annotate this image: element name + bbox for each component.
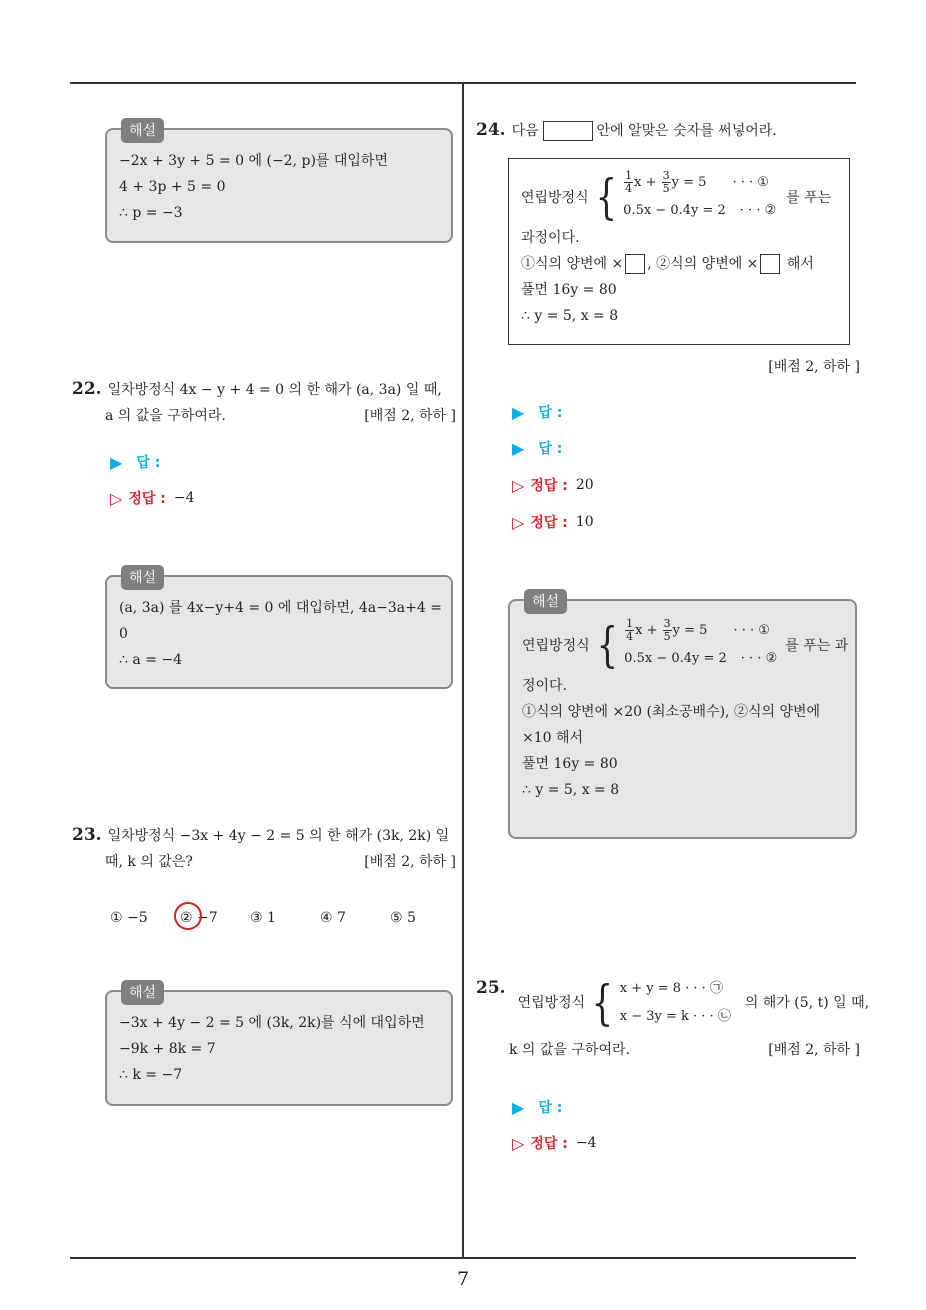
answer-label: 답 : xyxy=(538,405,563,421)
answer-label: 답 : xyxy=(538,1100,563,1116)
answer-key-row xyxy=(110,488,194,508)
outline-arrow-icon: ▷ xyxy=(512,1133,525,1153)
frac-den: 5 xyxy=(662,182,670,195)
frac-den: 4 xyxy=(625,182,633,195)
q22-question xyxy=(72,376,456,429)
solution-line: (a, 3a) 를 4x−y+4 = 0 에 대입하면, 4a−3a+4 = xyxy=(119,600,442,616)
q25-question xyxy=(476,975,870,1063)
choice-1[interactable] xyxy=(110,910,180,926)
question-number: 23. xyxy=(72,825,102,845)
play-arrow-icon: ▶ xyxy=(512,438,525,458)
choice-2[interactable] xyxy=(180,910,250,926)
equation-1 xyxy=(624,617,777,645)
answer-label: 답 : xyxy=(538,441,563,457)
choice-4[interactable] xyxy=(320,910,390,926)
frac-num: 3 xyxy=(662,169,670,182)
solution-line: ∴ k = −7 xyxy=(119,1067,183,1083)
question-text: 때, k 의 값은? xyxy=(105,854,193,870)
bottom-rule xyxy=(70,1257,856,1259)
answer-key-row xyxy=(512,512,594,532)
left-brace: { xyxy=(596,617,618,673)
eq-text: y = 5 xyxy=(671,175,707,190)
question-text: 일차방정식 4x − y + 4 = 0 의 한 해가 (a, 3a) 일 때, xyxy=(107,382,442,398)
equation-2: x − 3y = k · · · ㉡ xyxy=(619,1009,731,1024)
choice-value: 7 xyxy=(337,910,346,926)
equation-1: x + y = 8 · · · ㉠ xyxy=(619,981,723,996)
left-brace: { xyxy=(591,975,614,1031)
frac-num: 1 xyxy=(625,169,633,182)
solution-line: −3x + 4y − 2 = 5 에 (3k, 2k)를 식에 대입하면 xyxy=(119,1015,425,1031)
choice-value: −5 xyxy=(127,910,148,926)
question-text: a 의 값을 구하여라. xyxy=(105,408,226,424)
answer-key-row xyxy=(512,475,594,495)
equation-2 xyxy=(623,197,776,225)
play-arrow-icon: ▶ xyxy=(110,452,123,472)
frame-line xyxy=(521,251,837,277)
equation-system xyxy=(521,169,837,225)
score-meta: [배점 2, 하하 ] xyxy=(768,359,860,375)
frac-num: 3 xyxy=(663,617,671,630)
choice-value: 1 xyxy=(267,910,276,926)
q24-question xyxy=(476,117,856,144)
question-text: 다음 xyxy=(511,123,539,139)
answer-row[interactable] xyxy=(512,1097,562,1117)
equation-system xyxy=(522,617,849,673)
choice-mark: ④ xyxy=(320,910,333,926)
choice-mark: ③ xyxy=(250,910,263,926)
eq-text: 0.5x − 0.4y = 2 xyxy=(624,651,727,666)
score-meta: [배점 2, 하하 ] xyxy=(364,408,456,424)
solution-tag: 해설 xyxy=(121,980,164,1005)
q24-solution-box xyxy=(508,594,857,839)
choice-mark: ⑤ xyxy=(390,910,403,926)
answer-key-label: 정답 : xyxy=(530,515,568,531)
choice-value: 5 xyxy=(407,910,416,926)
answer-key-label: 정답 : xyxy=(128,491,166,507)
frac-den: 5 xyxy=(663,630,671,643)
frame-line: ∴ y = 5, x = 8 xyxy=(521,308,619,324)
answer-key-label: 정답 : xyxy=(530,1136,568,1152)
eq-mark: · · · ② xyxy=(740,651,778,666)
eq-mark: · · · ① xyxy=(732,175,769,190)
q23-choices xyxy=(110,910,450,926)
q21-solution-box xyxy=(105,123,453,243)
frac-num: 1 xyxy=(626,617,634,630)
solution-line: ∴ y = 5, x = 8 xyxy=(522,782,620,798)
solution-line: −2x + 3y + 5 = 0 에 (−2, p)를 대입하면 xyxy=(119,153,388,169)
eq-mark: · · · ② xyxy=(739,203,777,218)
system-label: 연립방정식 xyxy=(517,995,586,1011)
question-text: 일차방정식 −3x + 4y − 2 = 5 의 한 해가 (3k, 2k) 일 xyxy=(107,828,450,844)
solution-tag: 해설 xyxy=(121,118,164,143)
answer-row[interactable] xyxy=(512,402,562,422)
system-suffix: 를 푸는 xyxy=(786,190,832,206)
outline-arrow-icon: ▷ xyxy=(512,475,525,495)
solution-line: 4 + 3p + 5 = 0 xyxy=(119,179,226,195)
frame-text: 해서 xyxy=(786,256,814,272)
frame-line: 과정이다. xyxy=(521,230,580,246)
answer-label: 답 : xyxy=(136,455,161,471)
answer-blank[interactable] xyxy=(760,254,780,274)
system-suffix: 를 푸는 과 xyxy=(785,638,849,654)
system-label: 연립방정식 xyxy=(522,638,590,654)
eq-text: y = 5 xyxy=(672,623,708,638)
answer-key-row xyxy=(512,1133,596,1153)
choice-3[interactable] xyxy=(250,910,320,926)
outline-arrow-icon: ▷ xyxy=(110,488,123,508)
score-meta: [배점 2, 하하 ] xyxy=(768,1042,860,1058)
question-number: 24. xyxy=(476,120,506,140)
choice-value: −7 xyxy=(197,910,218,926)
solution-line: −9k + 8k = 7 xyxy=(119,1041,216,1057)
solution-line: ①식의 양변에 ×20 (최소공배수), ②식의 양변에 xyxy=(522,704,821,720)
eq-text: x + xyxy=(635,623,658,638)
frame-line: 풀면 16y = 80 xyxy=(521,282,617,298)
q23-solution-box xyxy=(105,985,453,1106)
q24-problem-frame xyxy=(508,158,850,345)
eq-mark: · · · ① xyxy=(733,623,770,638)
answer-key-value: −4 xyxy=(575,1135,597,1151)
question-number: 25. xyxy=(476,978,506,998)
system-suffix: 의 해가 (5, t) 일 때, xyxy=(744,995,870,1011)
play-arrow-icon: ▶ xyxy=(512,402,525,422)
solution-line: 0 xyxy=(119,626,128,642)
equation-1 xyxy=(623,169,776,197)
question-number: 22. xyxy=(72,379,102,399)
score-meta: [배점 2, 하하 ] xyxy=(364,854,456,870)
choice-mark: ① xyxy=(110,910,123,926)
play-arrow-icon: ▶ xyxy=(512,1097,525,1117)
outline-arrow-icon: ▷ xyxy=(512,512,525,532)
left-brace: { xyxy=(595,169,617,225)
solution-line: 풀면 16y = 80 xyxy=(522,756,618,772)
answer-key-label: 정답 : xyxy=(530,478,568,494)
answer-key-value: 20 xyxy=(575,477,594,493)
answer-blank[interactable] xyxy=(625,254,645,274)
system-label: 연립방정식 xyxy=(521,190,589,206)
answer-key-value: −4 xyxy=(173,490,195,506)
page-number: 7 xyxy=(456,1268,470,1290)
solution-line: ∴ p = −3 xyxy=(119,205,183,221)
frac-den: 4 xyxy=(626,630,634,643)
question-text: 안에 알맞은 숫자를 써넣어라. xyxy=(596,123,777,139)
answer-row[interactable] xyxy=(512,438,562,458)
solution-line: ×10 해서 xyxy=(522,730,584,746)
frame-text: , ②식의 양변에 × xyxy=(647,256,759,272)
eq-text: x + xyxy=(634,175,657,190)
equation-2 xyxy=(624,645,777,673)
answer-row[interactable] xyxy=(110,452,160,472)
choice-5[interactable] xyxy=(390,910,450,926)
eq-text: 0.5x − 0.4y = 2 xyxy=(623,203,726,218)
solution-tag: 해설 xyxy=(524,589,567,614)
answer-key-value: 10 xyxy=(575,514,594,530)
choice-mark: ② xyxy=(180,910,193,926)
q22-solution-box xyxy=(105,570,453,689)
answer-blank[interactable] xyxy=(543,121,593,141)
solution-line: 정이다. xyxy=(522,678,568,694)
question-text: k 의 값을 구하여라. xyxy=(509,1042,630,1058)
frame-text: ①식의 양변에 × xyxy=(521,256,624,272)
solution-tag: 해설 xyxy=(121,565,164,590)
column-divider xyxy=(462,84,464,1258)
selected-circle-icon xyxy=(174,902,202,930)
solution-line: ∴ a = −4 xyxy=(119,652,182,668)
q23-question xyxy=(72,822,456,875)
